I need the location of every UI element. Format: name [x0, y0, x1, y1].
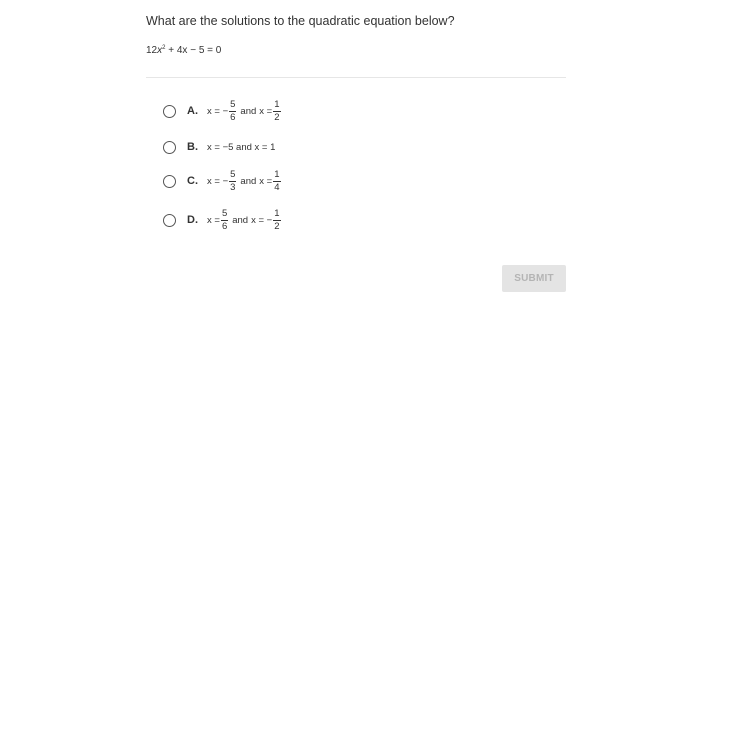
option-a-and: and	[240, 105, 257, 117]
option-letter-c: C.	[187, 175, 198, 187]
fraction-numerator: 5	[230, 99, 236, 110]
fraction-denominator: 4	[274, 181, 280, 193]
radio-button-d[interactable]	[163, 214, 176, 227]
option-d-fraction-2	[273, 209, 280, 231]
answer-option-b[interactable]	[163, 132, 275, 162]
option-text-a	[207, 100, 282, 122]
option-d-x1-prefix: x =	[207, 214, 220, 226]
fraction-denominator: 2	[274, 111, 280, 123]
option-text-b: x = −5 and x = 1	[207, 141, 276, 153]
answer-option-c[interactable]	[163, 166, 282, 196]
option-a-x1-prefix: x = −	[207, 105, 229, 117]
equation-variable: x	[157, 45, 163, 56]
option-c-fraction-1	[229, 170, 236, 192]
option-a-fraction-1	[229, 100, 236, 122]
submit-button[interactable]: SUBMIT	[502, 265, 566, 292]
fraction-denominator: 3	[230, 181, 236, 193]
option-letter-d: D.	[187, 214, 198, 226]
fraction-denominator: 6	[221, 220, 228, 232]
option-d-x2-prefix: x = −	[251, 214, 273, 226]
fraction-numerator: 5	[230, 169, 236, 180]
option-a-fraction-2	[273, 100, 280, 122]
option-c-x1-prefix: x = −	[207, 175, 229, 187]
option-c-x2-prefix: x =	[259, 175, 273, 187]
option-c-fraction-2	[273, 170, 280, 192]
fraction-denominator: 2	[274, 220, 280, 232]
equation-exponent: 2	[162, 45, 166, 51]
equation-coefficient: 12	[146, 45, 158, 56]
option-d-and: and	[232, 214, 249, 226]
radio-button-c[interactable]	[163, 175, 176, 188]
fraction-numerator: 1	[274, 169, 280, 180]
radio-button-b[interactable]	[163, 141, 176, 154]
question-text: What are the solutions to the quadratic equation below?	[146, 14, 455, 28]
option-text-c	[207, 170, 282, 192]
answer-option-a[interactable]	[163, 96, 282, 126]
fraction-numerator: 5	[221, 208, 228, 219]
radio-button-a[interactable]	[163, 105, 176, 118]
option-letter-b: B.	[187, 141, 198, 153]
fraction-numerator: 1	[274, 208, 280, 219]
quadratic-equation	[146, 45, 221, 56]
divider	[146, 77, 566, 78]
fraction-denominator: 6	[230, 111, 236, 123]
answer-option-d[interactable]	[163, 205, 282, 235]
option-d-fraction-1	[221, 209, 228, 231]
option-text-d	[207, 209, 282, 231]
option-letter-a: A.	[187, 105, 198, 117]
option-c-and: and	[240, 175, 257, 187]
fraction-numerator: 1	[274, 99, 280, 110]
equation-rest: + 4x − 5 = 0	[165, 45, 222, 56]
option-a-x2-prefix: x =	[259, 105, 273, 117]
